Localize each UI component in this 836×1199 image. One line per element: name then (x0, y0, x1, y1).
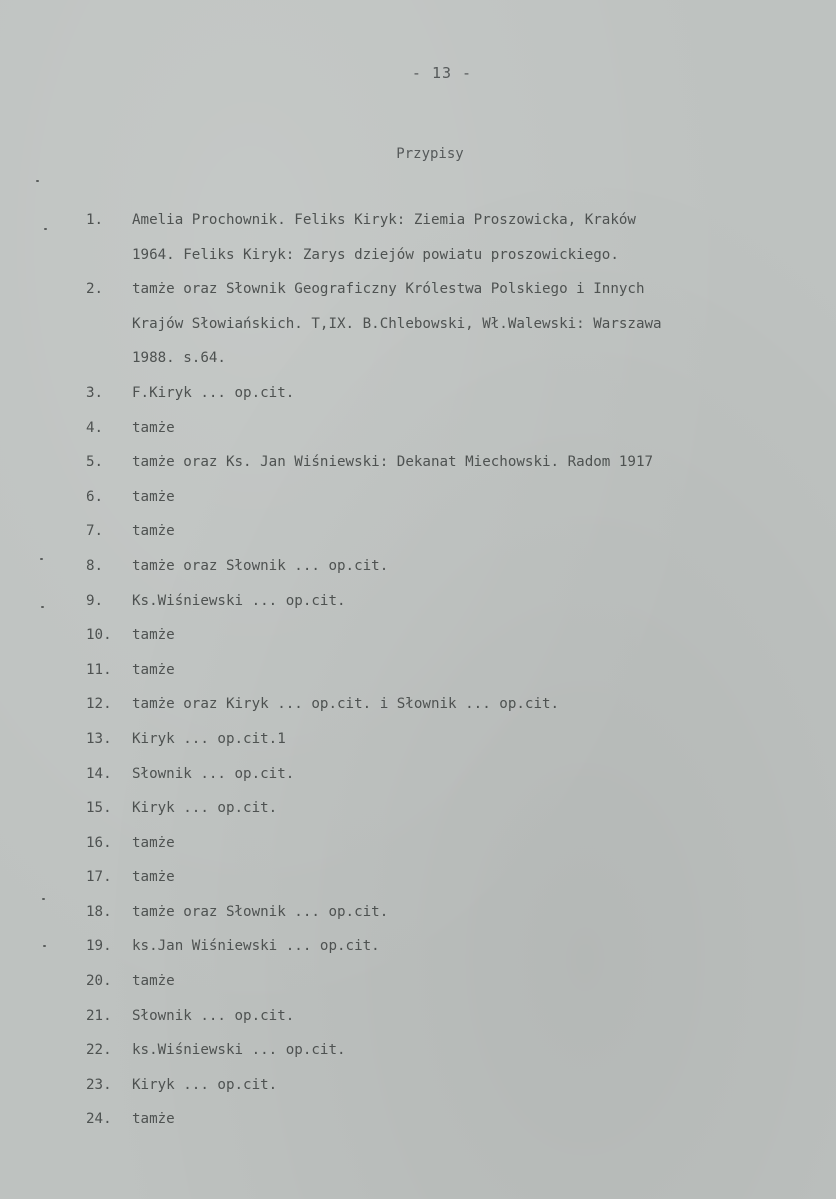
footnote-text: tamże oraz Kiryk ... op.cit. i Słownik ... op.cit. (132, 696, 560, 713)
footnote-number: 18. (86, 903, 112, 920)
footnote-continuation (86, 307, 786, 342)
footnote-text: ks.Wiśniewski ... op.cit. (132, 1042, 346, 1059)
footnote-continuation (86, 341, 786, 376)
footnote-number: 4. (86, 419, 104, 436)
margin-speck (36, 180, 39, 182)
footnote-number: 5. (86, 454, 104, 471)
footnote-text: tamże (132, 488, 175, 505)
margin-speck (42, 898, 45, 900)
footnote-item (86, 203, 786, 238)
footnote-item (86, 722, 786, 757)
footnote-number: 2. (86, 281, 104, 298)
footnote-number: 23. (86, 1076, 112, 1093)
footnote-text: Słownik ... op.cit. (132, 1007, 295, 1024)
footnote-number: 14. (86, 765, 112, 782)
footnote-number: 13. (86, 730, 112, 747)
footnote-item (86, 964, 786, 999)
footnote-text: F.Kiryk ... op.cit. (132, 384, 295, 401)
footnote-item (86, 376, 786, 411)
page-heading: Przypisy (396, 146, 464, 162)
footnote-text: Kiryk ... op.cit. (132, 800, 278, 817)
footnote-text: tamże (132, 523, 175, 540)
footnote-number: 16. (86, 834, 112, 851)
footnote-item (86, 653, 786, 688)
footnote-number: 1. (86, 212, 104, 228)
footnote-item (86, 1068, 786, 1103)
footnote-text: Ks.Wiśniewski ... op.cit. (132, 592, 346, 609)
footnote-number: 15. (86, 800, 112, 817)
footnote-number: 10. (86, 627, 112, 644)
footnote-item (86, 549, 786, 584)
footnote-item (86, 999, 786, 1034)
footnote-text: tamże oraz Słownik ... op.cit. (132, 557, 389, 574)
footnote-text: tamże (132, 627, 175, 644)
footnote-item (86, 687, 786, 722)
footnote-text: tamże (132, 869, 175, 886)
footnote-item (86, 1033, 786, 1068)
footnote-number: 20. (86, 973, 112, 990)
footnote-text: tamże oraz Ks. Jan Wiśniewski: Dekanat Miechowski. Radom 1917 (132, 454, 654, 471)
footnote-number: 19. (86, 938, 112, 955)
footnote-item (86, 757, 786, 792)
footnote-text: Kiryk ... op.cit.1 (132, 730, 286, 747)
footnote-item (86, 791, 786, 826)
footnote-continuation (86, 238, 786, 273)
footnote-text: Kiryk ... op.cit. (132, 1076, 278, 1093)
footnote-number: 17. (86, 869, 112, 886)
margin-speck (44, 228, 47, 230)
footnote-text: tamże (132, 973, 175, 990)
footnote-text: tamże (132, 419, 175, 436)
footnote-text: 1964. Feliks Kiryk: Zarys dziejów powiatu proszowickiego. (132, 246, 619, 263)
footnote-text: tamże (132, 834, 175, 851)
footnote-item (86, 1102, 786, 1137)
footnote-number: 11. (86, 661, 112, 678)
footnote-item (86, 584, 786, 619)
footnote-number: 7. (86, 523, 104, 540)
footnote-number: 24. (86, 1111, 112, 1128)
footnotes-list (86, 203, 786, 1137)
footnote-text: tamże oraz Słownik ... op.cit. (132, 903, 389, 920)
footnote-text: Amelia Prochownik. Feliks Kiryk: Ziemia Proszowicka, Kraków (132, 212, 636, 228)
footnote-text: Krajów Słowiańskich. T,IX. B.Chlebowski, Wł.Walewski: Warszawa (132, 315, 662, 332)
footnote-item (86, 272, 786, 307)
footnote-item (86, 411, 786, 446)
footnote-number: 3. (86, 384, 104, 401)
footnote-number: 9. (86, 592, 104, 609)
footnote-text: tamże oraz Słownik Geograficzny Królestwa Polskiego i Innych (132, 281, 645, 298)
footnote-item (86, 895, 786, 930)
footnote-text: tamże (132, 661, 175, 678)
page-number: - 13 - (411, 64, 473, 82)
footnote-text: 1988. s.64. (132, 350, 226, 367)
footnote-number: 12. (86, 696, 112, 713)
footnote-number: 22. (86, 1042, 112, 1059)
footnote-item (86, 860, 786, 895)
margin-speck (40, 558, 43, 560)
footnote-item (86, 445, 786, 480)
footnote-number: 6. (86, 488, 104, 505)
footnote-number: 8. (86, 557, 104, 574)
footnote-item (86, 826, 786, 861)
footnote-text: Słownik ... op.cit. (132, 765, 295, 782)
footnote-text: tamże (132, 1111, 175, 1128)
footnote-item (86, 514, 786, 549)
footnote-text: ks.Jan Wiśniewski ... op.cit. (132, 938, 380, 955)
margin-speck (43, 945, 46, 947)
footnote-item (86, 929, 786, 964)
footnote-number: 21. (86, 1007, 112, 1024)
footnote-item (86, 480, 786, 515)
margin-speck (41, 606, 44, 608)
footnote-item (86, 618, 786, 653)
